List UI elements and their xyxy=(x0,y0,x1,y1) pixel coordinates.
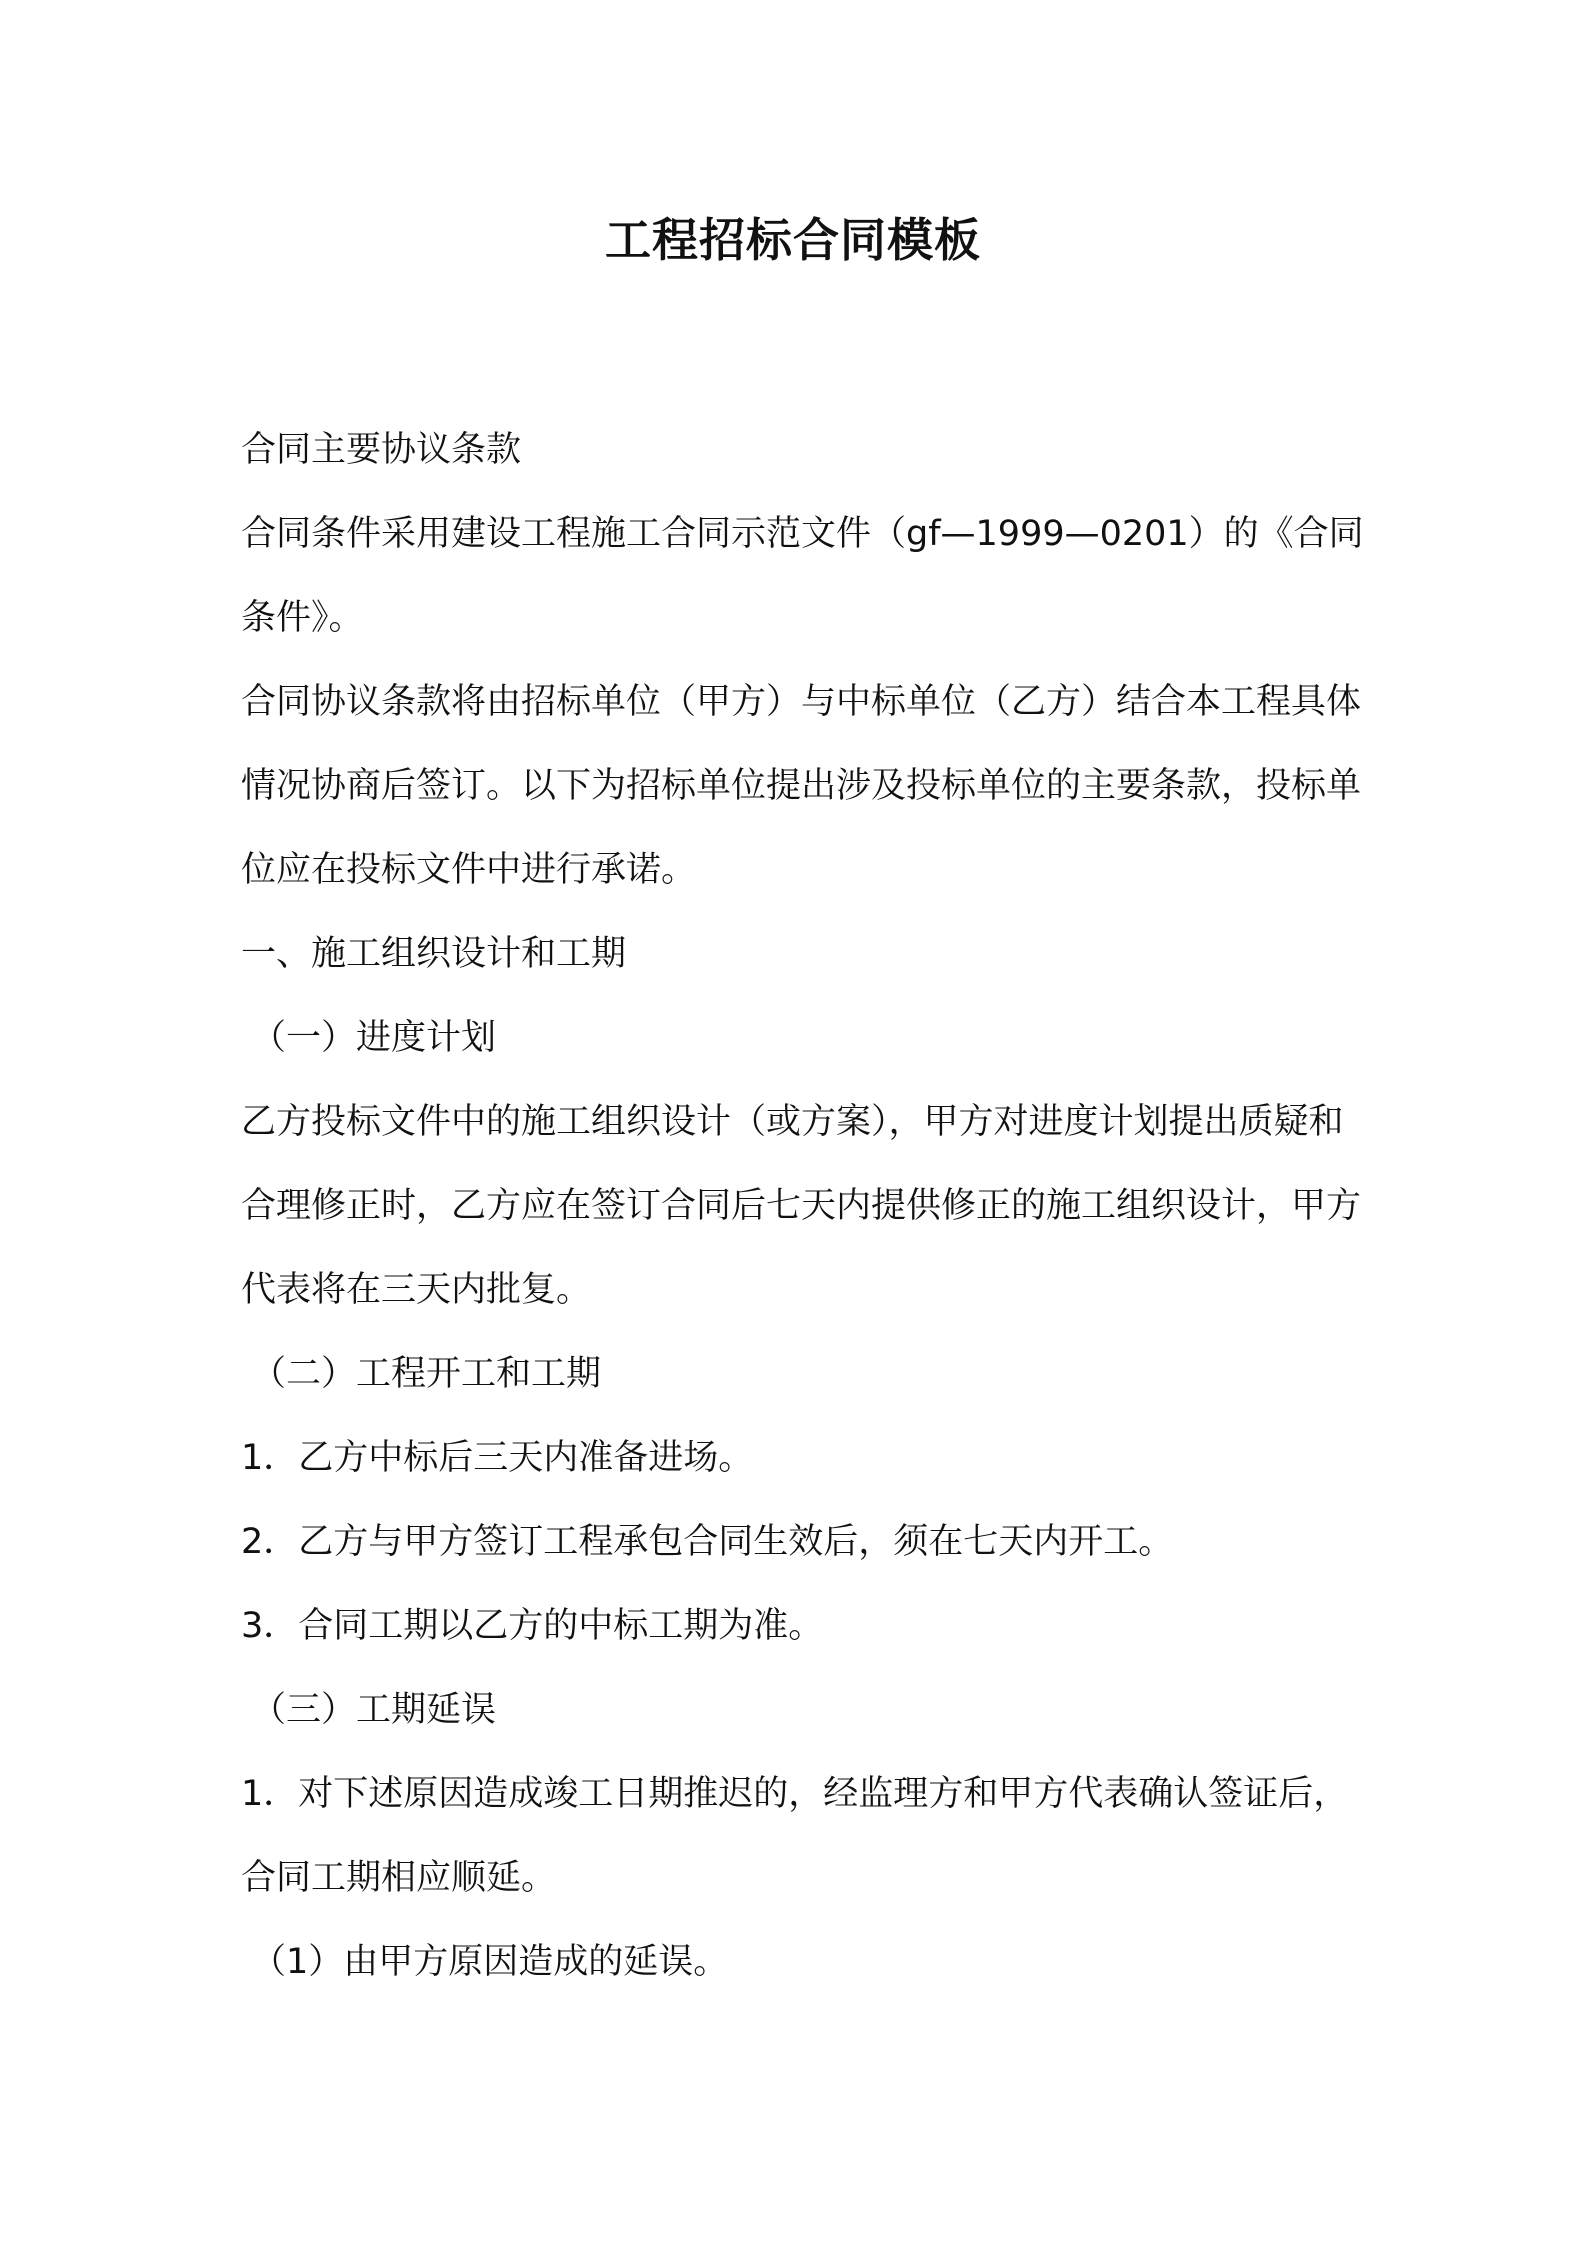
section-heading-main-clauses: 合同主要协议条款 xyxy=(241,430,522,470)
subsection-heading-progress-plan: （一）进度计划 xyxy=(251,1018,497,1058)
subsection-heading-commencement: （二）工程开工和工期 xyxy=(251,1354,602,1394)
list-item-3: 3．合同工期以乙方的中标工期为准。 xyxy=(241,1606,824,1646)
paragraph-agreement-clauses: 合同协议条款将由招标单位（甲方）与中标单位（乙方）结合本工程具体情况协商后签订。以下为招标单位提出涉及投标单位的主要条款，投标单位应在投标文件中进行承诺。 xyxy=(241,682,1362,890)
document-title: 工程招标合同模板 xyxy=(605,213,981,267)
section-heading-construction-schedule: 一、施工组织设计和工期 xyxy=(241,934,627,974)
paragraph-contract-conditions: 合同条件采用建设工程施工合同示范文件（gf—1999—0201）的《合同条件》。 xyxy=(241,514,1364,638)
paragraph-progress-plan: 乙方投标文件中的施工组织设计（或方案），甲方对进度计划提出质疑和合理修正时，乙方应在签订合同后七天内提供修正的施工组织设计，甲方代表将在三天内批复。 xyxy=(241,1102,1362,1310)
document-body xyxy=(241,408,1366,2004)
list-item-2: 2．乙方与甲方签订工程承包合同生效后，须在七天内开工。 xyxy=(241,1522,1174,1562)
list-item-delay-1: 1．对下述原因造成竣工日期推迟的，经监理方和甲方代表确认签证后，合同工期相应顺延。 xyxy=(241,1774,1349,1898)
subsection-heading-delay: （三）工期延误 xyxy=(251,1690,497,1730)
list-item-1: 1．乙方中标后三天内准备进场。 xyxy=(241,1438,754,1478)
list-subitem-delay-1: （1）由甲方原因造成的延误。 xyxy=(251,1942,729,1982)
